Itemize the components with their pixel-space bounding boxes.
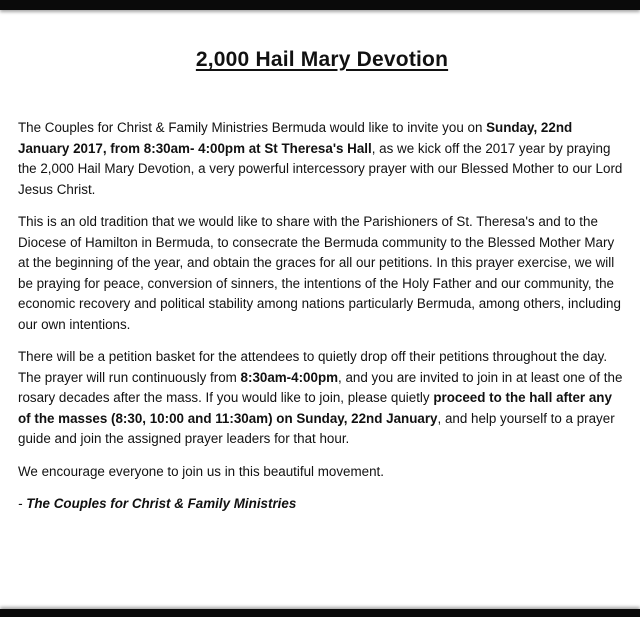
bottom-border-bar bbox=[0, 609, 640, 617]
petition-instruction: proceed to the hall after any of the masses (8:30, 10:00 and 11:30am) on Sunday, 22nd January bbox=[18, 390, 612, 426]
signature bbox=[18, 494, 626, 515]
invitation-text-end: , as we kick off the 2017 year by praying the 2,000 Hail Mary Devotion, a very powerful intercessory prayer with our Blessed Mother to our Lord Jesus Christ. bbox=[18, 140, 623, 197]
paragraph-tradition: This is an old tradition that we would like to share with the Parishioners of St. Theresa's and to the Diocese of Hamilton in Bermuda, to consecrate the Bermuda community to the Blessed Mother Mary at the beginning of the year, and obtain the graces for all our petitions. In this prayer exercise, we will be praying for peace, conversion of sinners, the intentions of the Holy Father and our community, the economic recovery and political stability among nations particularly Bermuda, among others, including our own intentions. bbox=[18, 214, 621, 332]
invitation-text-start: The Couples for Christ & Family Ministries Bermuda would like to invite you on bbox=[18, 120, 487, 135]
invitation-date-venue: Sunday, 22nd January 2017, from 8:30am- 4:00pm at St Theresa's Hall bbox=[18, 120, 573, 156]
signature-name: The Couples for Christ & Family Ministries bbox=[26, 496, 297, 511]
signature-dash: - bbox=[18, 496, 27, 511]
petition-text-2: , and you are invited to join in at least one of the rosary decades after the mass. If you would like to join, please quietly bbox=[18, 369, 623, 405]
petition-text-3: , and help yourself to a prayer guide and join the assigned prayer leaders for that hour. bbox=[18, 410, 615, 446]
document-body bbox=[18, 48, 626, 527]
document-title: 2,000 Hail Mary Devotion bbox=[195, 48, 449, 71]
petition-time: 8:30am-4:00pm bbox=[240, 369, 339, 385]
paragraph-encourage: We encourage everyone to join us in this beautiful movement. bbox=[18, 463, 384, 479]
petition-text-1: There will be a petition basket for the attendees to quietly drop off their petitions throughout the day. The prayer will run continuously from bbox=[18, 349, 608, 385]
top-border-bar bbox=[0, 0, 640, 10]
paragraph-petition bbox=[18, 347, 626, 450]
paragraph-invitation bbox=[18, 118, 626, 200]
